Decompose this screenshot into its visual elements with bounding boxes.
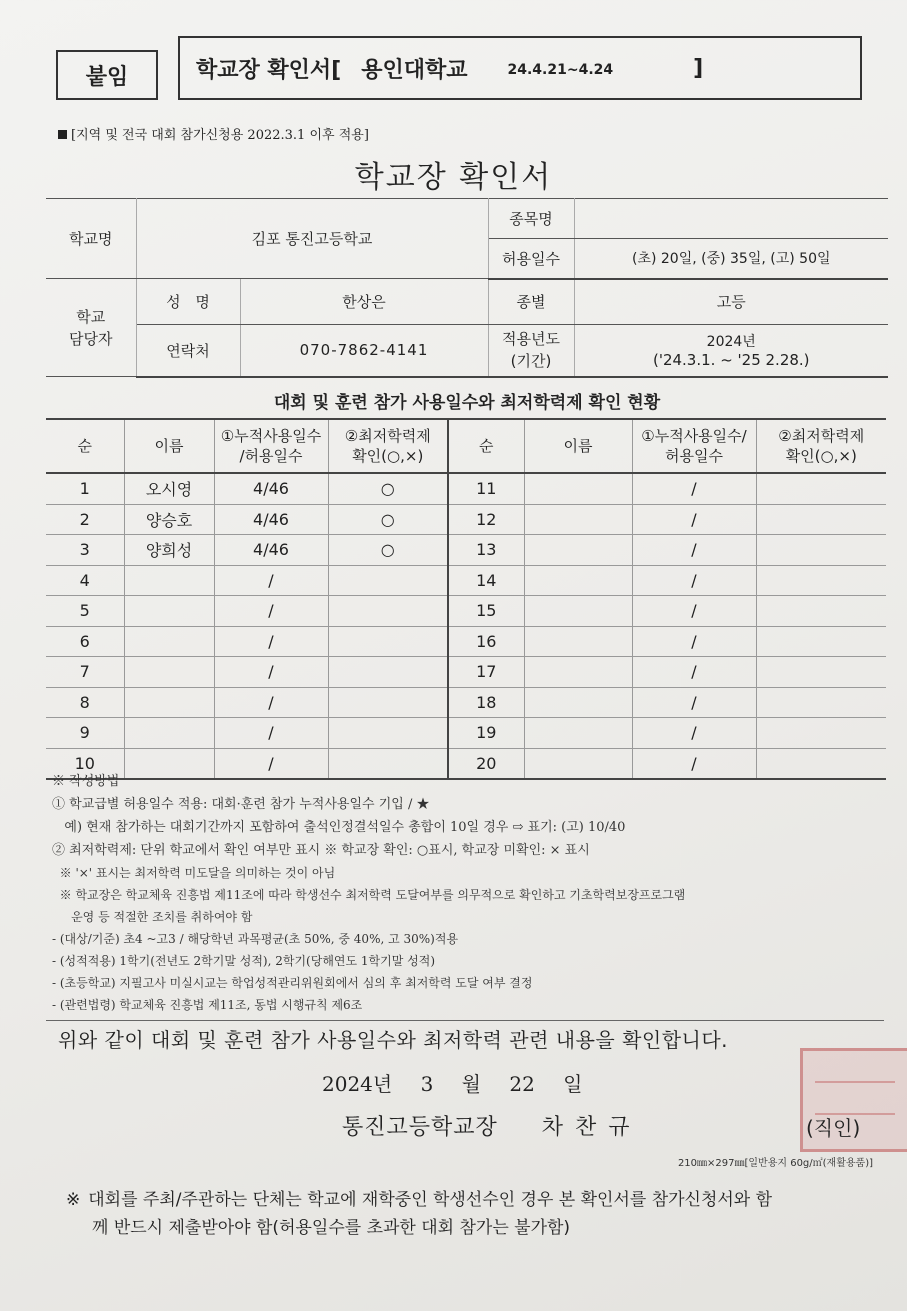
row-check-2 — [756, 657, 886, 688]
square-bullet-icon — [58, 130, 67, 139]
table-row — [46, 626, 886, 657]
confirmation-text: 위와 같이 대회 및 훈련 참가 사용일수와 최저학력 관련 내용을 확인합니다. — [58, 1028, 729, 1052]
attachment-tag — [56, 50, 158, 100]
name-label: 성 명 — [136, 279, 240, 325]
table-row — [46, 718, 886, 749]
school-name-value: 김포 통진고등학교 — [136, 199, 488, 279]
row-check-2 — [756, 473, 886, 504]
header-university: 용인대학교 — [361, 57, 468, 83]
category-label: 종별 — [488, 279, 574, 325]
row-check: ○ — [328, 535, 448, 566]
row-no-2: 11 — [448, 473, 524, 504]
allowed-days-label: 허용일수 — [488, 239, 574, 279]
header-days: ①누적사용일수 /허용일수 — [214, 419, 328, 473]
bottom-note-line1: 대회를 주최/주관하는 단체는 학교에 재학중인 학생선수인 경우 본 확인서를 참가신청서와 함 — [88, 1190, 773, 1210]
row-check: ○ — [328, 473, 448, 504]
row-no-2: 20 — [448, 748, 524, 779]
instruction-line: - (대상/기준) 초4 ~고3 / 해당학년 과목평균(초 50%, 중 40%, 고 30%)적용 — [52, 932, 459, 946]
row-days: / — [214, 657, 328, 688]
row-no: 4 — [46, 565, 124, 596]
table-row — [46, 596, 886, 627]
row-name-2 — [524, 657, 632, 688]
section-title: 대회 및 훈련 참가 사용일수와 최저학력제 확인 현황 — [273, 393, 661, 413]
row-name-2 — [524, 565, 632, 596]
row-name — [124, 596, 214, 627]
row-no-2: 14 — [448, 565, 524, 596]
row-name-2 — [524, 626, 632, 657]
row-name — [124, 626, 214, 657]
header-box — [178, 36, 862, 100]
row-days: / — [214, 687, 328, 718]
row-check — [328, 596, 448, 627]
school-info-table — [46, 198, 888, 378]
page-title: 학교장 확인서 — [354, 160, 553, 195]
category-value: 고등 — [574, 279, 888, 325]
row-days-2: / — [632, 565, 756, 596]
row-check: ○ — [328, 504, 448, 535]
table-row — [46, 565, 886, 596]
header-title: 학교장 확인서[ — [196, 57, 342, 83]
row-no: 2 — [46, 504, 124, 535]
instruction-line: 운영 등 적절한 조치를 취하여야 함 — [52, 910, 253, 924]
row-no-2: 17 — [448, 657, 524, 688]
row-days: / — [214, 718, 328, 749]
row-check-2 — [756, 504, 886, 535]
row-name: 양승호 — [124, 504, 214, 535]
row-name: 오시영 — [124, 473, 214, 504]
row-name: 양희성 — [124, 535, 214, 566]
row-days: / — [214, 596, 328, 627]
instruction-line: ① 학교급별 허용일수 적용: 대회·훈련 참가 누적사용일수 기입 / ★ — [52, 797, 430, 812]
row-check — [328, 718, 448, 749]
header-dates: 24.4.21~4.24 — [507, 62, 614, 78]
header-no: 순 — [46, 419, 124, 473]
row-name — [124, 657, 214, 688]
row-days-2: / — [632, 748, 756, 779]
row-no: 6 — [46, 626, 124, 657]
row-days-2: / — [632, 535, 756, 566]
row-check-2 — [756, 687, 886, 718]
row-name — [124, 718, 214, 749]
table-row — [46, 687, 886, 718]
row-name-2 — [524, 473, 632, 504]
header-close-bracket: ] — [693, 55, 704, 81]
signer — [342, 1110, 642, 1141]
period-value: ('24.3.1. ~ '25 2.28.) — [652, 351, 810, 370]
row-check-2 — [756, 535, 886, 566]
signer-name: 차찬규 — [541, 1115, 642, 1140]
row-no: 9 — [46, 718, 124, 749]
name-value: 한상은 — [240, 279, 488, 325]
row-check — [328, 657, 448, 688]
row-days: / — [214, 748, 328, 779]
row-days-2: / — [632, 687, 756, 718]
signature-date: 2024년 3 월 22 일 — [322, 1072, 583, 1096]
row-days: 4/46 — [214, 504, 328, 535]
instruction-line: - (관련법령) 학교체육 진흥법 제11조, 동법 시행규칙 제6조 — [52, 998, 363, 1012]
row-name-2 — [524, 596, 632, 627]
paper-spec: 210㎜×297㎜[일반용지 60g/㎡(재활용품)] — [677, 1158, 873, 1169]
seal-label: (직인) — [806, 1116, 861, 1140]
header-days-2: ①누적사용일수/ 허용일수 — [632, 419, 756, 473]
instruction-line: ※ 작성방법 — [52, 774, 120, 789]
instruction-line: - (초등학교) 지필고사 미실시교는 학업성적관리위원회에서 심의 후 최저학력 도달 여부 결정 — [52, 976, 533, 990]
row-check-2 — [756, 748, 886, 779]
divider — [46, 1020, 884, 1021]
header-no-2: 순 — [448, 419, 524, 473]
row-no: 10 — [46, 748, 124, 779]
year-cell — [574, 325, 888, 377]
table-row — [46, 657, 886, 688]
header-name-2: 이름 — [524, 419, 632, 473]
contact-label: 연락처 — [136, 325, 240, 377]
row-days: / — [214, 626, 328, 657]
row-name-2 — [524, 718, 632, 749]
row-days-2: / — [632, 718, 756, 749]
row-no-2: 13 — [448, 535, 524, 566]
school-name-label: 학교명 — [46, 199, 136, 279]
row-days-2: / — [632, 473, 756, 504]
contact-value: 070-7862-4141 — [240, 325, 488, 377]
row-check — [328, 626, 448, 657]
sport-label: 종목명 — [488, 199, 574, 239]
instructions — [52, 770, 685, 1016]
row-days-2: / — [632, 657, 756, 688]
row-name — [124, 687, 214, 718]
sport-value — [574, 199, 888, 239]
instruction-line: 예) 현재 참가하는 대회기간까지 포함하여 출석인정결석일수 총합이 10일 경우 ⇨ 표기: (고) 10/40 — [52, 820, 626, 835]
instruction-line: - (성적적용) 1학기(전년도 2학기말 성적), 2학기(당해연도 1학기말 성적) — [52, 954, 436, 968]
table-row — [46, 535, 886, 566]
row-name — [124, 565, 214, 596]
row-no-2: 16 — [448, 626, 524, 657]
row-no: 7 — [46, 657, 124, 688]
row-name-2 — [524, 535, 632, 566]
row-no-2: 18 — [448, 687, 524, 718]
instruction-line: ※ 학교장은 학교체육 진흥법 제11조에 따라 학생선수 최저학력 도달여부를 의무적으로 확인하고 기초학력보장프로그램 — [52, 888, 686, 902]
year-label: 적용년도 (기간) — [488, 325, 574, 377]
row-check-2 — [756, 626, 886, 657]
bottom-note — [66, 1186, 846, 1242]
row-no: 5 — [46, 596, 124, 627]
header-academic-2: ②최저학력제 확인(○,×) — [756, 419, 886, 473]
row-no-2: 15 — [448, 596, 524, 627]
instruction-line: ② 최저학력제: 단위 학교에서 확인 여부만 표시 ※ 학교장 확인: ○표시, 학교장 미확인: × 표시 — [52, 843, 590, 858]
row-check-2 — [756, 565, 886, 596]
year-value: 2024년 — [706, 334, 756, 351]
row-check — [328, 687, 448, 718]
row-check — [328, 565, 448, 596]
applicability-note: [지역 및 전국 대회 참가신청용 2022.3.1 이후 적용] — [58, 124, 369, 143]
row-days-2: / — [632, 626, 756, 657]
row-days-2: / — [632, 596, 756, 627]
roster-table — [46, 418, 886, 780]
bottom-note-line2: 께 반드시 제출받아야 함(허용일수를 초과한 대회 참가는 불가함) — [92, 1218, 571, 1238]
instruction-line: ※ '×' 표시는 최저학력 미도달을 의미하는 것이 아님 — [52, 866, 336, 880]
row-no-2: 19 — [448, 718, 524, 749]
signer-title: 통진고등학교장 — [342, 1115, 498, 1140]
attachment-tag-label: 붙임 — [85, 64, 129, 90]
row-days: 4/46 — [214, 473, 328, 504]
row-check-2 — [756, 718, 886, 749]
row-name-2 — [524, 687, 632, 718]
row-days-2: / — [632, 504, 756, 535]
header-academic: ②최저학력제 확인(○,×) — [328, 419, 448, 473]
row-no: 1 — [46, 473, 124, 504]
row-no: 3 — [46, 535, 124, 566]
manager-label: 학교 담당자 — [46, 279, 136, 377]
row-check-2 — [756, 596, 886, 627]
header-name: 이름 — [124, 419, 214, 473]
table-row — [46, 504, 886, 535]
row-no-2: 12 — [448, 504, 524, 535]
note-mark: ※ — [66, 1190, 81, 1210]
row-days: / — [214, 565, 328, 596]
row-days: 4/46 — [214, 535, 328, 566]
row-no: 8 — [46, 687, 124, 718]
roster-header-row — [46, 419, 886, 473]
table-row — [46, 473, 886, 504]
row-name-2 — [524, 504, 632, 535]
allowed-days-value: (초) 20일, (중) 35일, (고) 50일 — [574, 239, 888, 279]
